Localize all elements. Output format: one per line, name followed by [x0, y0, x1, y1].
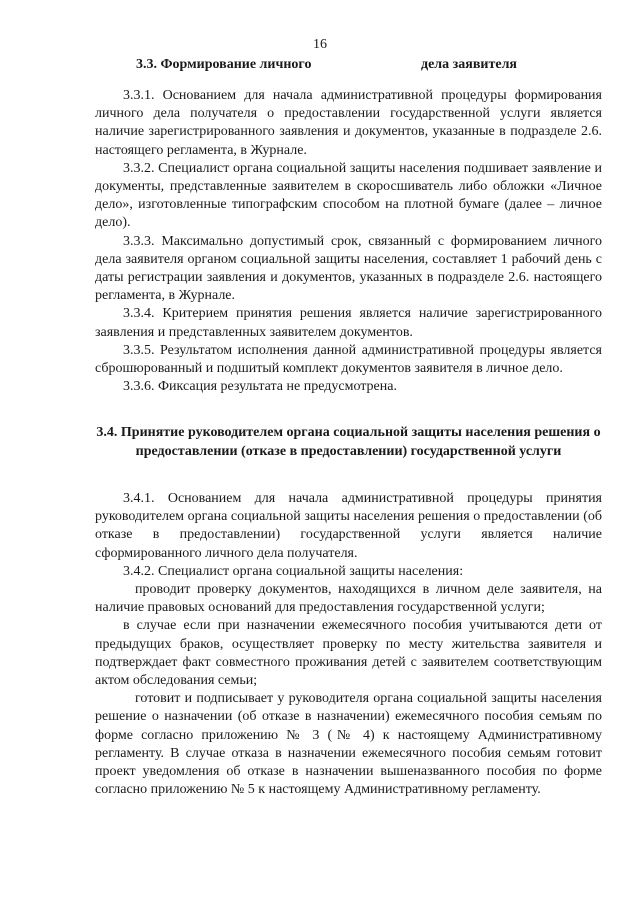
section-3-3-heading-part2: дела заявителя [421, 57, 517, 72]
paragraph-3-4-1: 3.4.1. Основанием для начала административной процедуры принятия руководителем органа социальной защиты населения решения о предоставлении (об отказе в предоставлении) государственной услуги является наличие сформированного личного дела получателя. [95, 491, 602, 561]
section-3-4-body [95, 490, 602, 799]
paragraph-3-3-4: 3.3.4. Критерием принятия решения является наличие зарегистрированного заявления и представленных заявителем документов. [95, 306, 602, 340]
paragraph-3-3-6: 3.3.6. Фиксация результата не предусмотрена. [123, 379, 397, 395]
list-item-check-documents: проводит проверку документов, находящихся в личном деле заявителя, на наличие правовых оснований для предоставления государственной услуги; [95, 582, 602, 616]
paragraph-3-4-2: 3.4.2. Специалист органа социальной защиты населения: [123, 563, 464, 579]
list-item-verify-residence: в случае если при назначении ежемесячного пособия учитываются дети от предыдущих браков, осуществляет проверку по месту жительства заявителя и подтверждает факт совместного проживания детей с заявителем соответствующим актом обследования семьи; [95, 618, 602, 689]
section-3-3-body [95, 87, 602, 396]
section-3-3-heading [136, 57, 600, 73]
section-3-3-heading-part1: 3.3. Формирование личного [136, 57, 312, 72]
paragraph-3-3-1: 3.3.1. Основанием для начала административной процедуры формирования личного дела получателя о предоставлении государственной услуги является наличие зарегистрированного заявления и документов, указанные в подразделе 2.6. настоящего регламента, в Журнале. [95, 88, 602, 158]
paragraph-3-3-5: 3.3.5. Результатом исполнения данной административной процедуры является сброшюрованный и подшитый комплект документов заявителя в личное дело. [95, 342, 602, 377]
page-number: 16 [313, 37, 327, 52]
paragraph-3-3-2: 3.3.2. Специалист органа социальной защиты населения подшивает заявление и документы, представленные заявителем в скоросшиватель либо обложки «Личное дело», изготовленные типографским способом на плотной бумаге (далее – личное дело). [95, 160, 602, 231]
list-item-prepare-decision: готовит и подписывает у руководителя органа социальной защиты населения решение о назначении (об отказе в назначении) ежемесячного пособия семьям по форме согласно приложению № 3 (№ 4) к настоящему Административному регламенту. В случае отказа в назначении ежемесячного пособия семьям готовит проект уведомления об отказе в назначении вышеназванного пособия по форме согласно приложению № 5 к настоящему Административному регламенту. [95, 691, 602, 798]
paragraph-3-3-3: 3.3.3. Максимально допустимый срок, связанный с формированием личного дела заявителя органом социальной защиты населения, составляет 1 рабочий день с даты регистрации заявления и документов, указанных в подразделе 2.6. настоящего регламента, в Журнале. [95, 233, 602, 304]
section-3-4-heading: 3.4. Принятие руководителем органа социальной защиты населения решения о предоставлении (отказе в предоставлении) государственной услуги [96, 425, 601, 459]
